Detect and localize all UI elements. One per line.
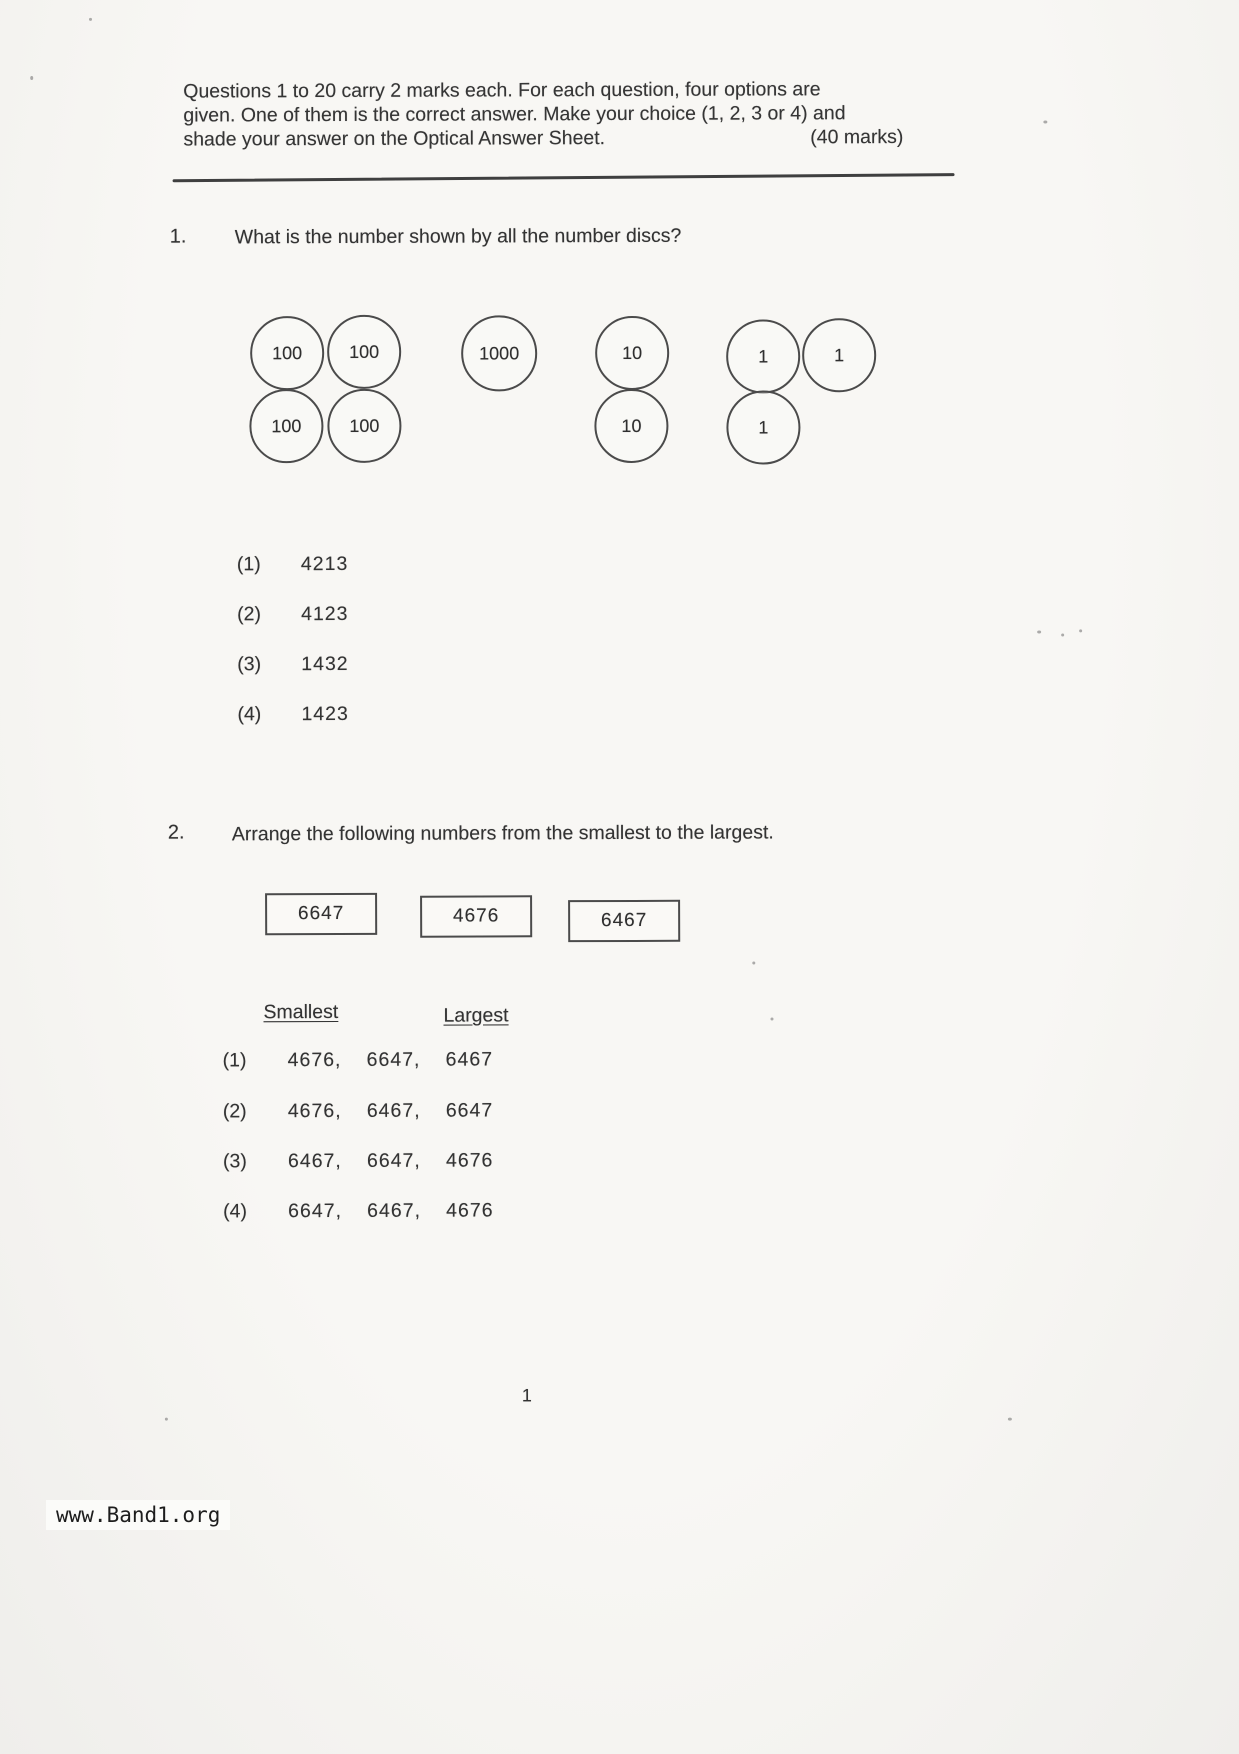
option-label: (3) [237,653,262,676]
scan-artifact [89,18,92,21]
scan-artifact [165,1418,168,1421]
option-label: (3) [222,1150,247,1173]
header-divider [173,173,955,182]
q1-option-1 [237,553,348,576]
option-label: (1) [222,1049,247,1072]
number-disc-one-1: 1 [726,319,800,393]
option-label: (4) [237,703,262,726]
question-1-number: 1. [169,225,187,248]
number-disc-hundred-4: 100 [327,389,401,463]
option-value: 4676 [446,1199,494,1222]
scan-artifact [1037,631,1041,634]
option-value: 4676, [287,1048,342,1072]
column-header-smallest: Smallest [263,1000,339,1024]
number-box-1: 6647 [265,893,377,935]
marks-total: (40 marks) [810,126,904,149]
number-box-3: 6467 [568,900,680,942]
instructions-line-2: given. One of them is the correct answer. Make your choice (1, 2, 3 or 4) and [183,102,846,127]
option-value: 6647, [366,1048,421,1071]
scan-artifact [770,1017,773,1020]
scan-artifact [1079,629,1082,632]
option-value: 4123 [301,602,349,626]
option-value: 6647 [445,1099,494,1122]
q1-option-4 [237,703,348,726]
option-value: 1423 [301,702,349,726]
q2-option-1 [223,1048,525,1072]
number-disc-thousand-1: 1000 [461,315,537,391]
instructions-line-1: Questions 1 to 20 carry 2 marks each. For each question, four options are [183,78,821,103]
scan-artifact [30,76,33,80]
scan-artifact [752,962,755,965]
option-value: 6467, [287,1149,342,1173]
option-value: 4213 [300,552,349,576]
scan-artifact [1061,633,1064,636]
instructions-line-3-text: shade your answer on the Optical Answer Sheet. [183,127,606,151]
column-header-largest: Largest [443,1004,509,1027]
option-label: (2) [237,603,261,626]
question-2-number: 2. [167,821,185,844]
option-value: 4676 [445,1149,494,1172]
number-box-2: 4676 [420,895,532,937]
scan-artifact [1043,121,1047,124]
option-value: 6647, [366,1149,421,1172]
number-disc-hundred-2: 100 [327,315,401,389]
option-value: 6467, [367,1199,422,1222]
option-value: 6647, [288,1199,343,1223]
question-2-text: Arrange the following numbers from the smallest to the largest. [231,821,774,846]
q2-option-3 [223,1149,525,1173]
option-value: 6467 [445,1048,494,1071]
q2-option-4 [223,1199,525,1223]
watermark-url: www.Band1.org [46,1500,230,1530]
option-label: (2) [222,1100,247,1123]
q2-option-2 [223,1099,525,1123]
q1-option-2 [237,603,348,626]
question-1-text: What is the number shown by all the number discs? [234,224,682,249]
option-value: 1432 [301,652,349,676]
instructions-block [183,77,961,152]
q1-option-3 [237,653,348,676]
instructions-line-3 [183,125,961,152]
option-value: 6467, [366,1099,421,1122]
number-disc-ten-1: 10 [595,316,669,390]
number-disc-one-2: 1 [802,318,876,392]
page-number: 1 [521,1385,532,1406]
number-disc-ten-2: 10 [594,389,668,463]
scan-artifact [1008,1418,1012,1421]
option-value: 4676, [287,1099,342,1123]
number-disc-hundred-3: 100 [249,389,323,463]
option-label: (1) [236,553,261,576]
number-disc-hundred-1: 100 [250,316,324,390]
number-disc-one-3: 1 [726,390,800,464]
option-label: (4) [223,1200,248,1223]
